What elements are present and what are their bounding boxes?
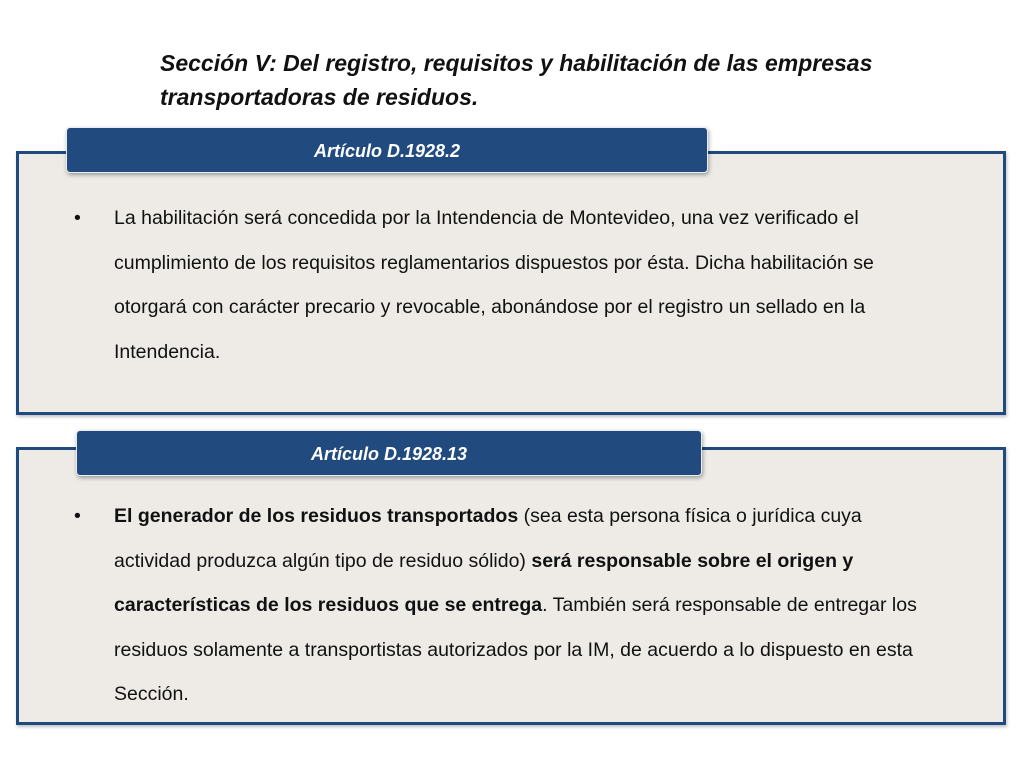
article-text-2 xyxy=(80,494,940,717)
bullet-icon: • xyxy=(74,207,81,229)
text-segment-parenthetical: (sea esta persona física o jurídica cuya actividad produzca algún tipo de residuo sólido) xyxy=(114,505,862,572)
article-body-1 xyxy=(74,196,940,374)
article-heading-1: Artículo D.1928.2 xyxy=(66,127,708,173)
article-text-1: La habilitación será concedida por la Intendencia de Montevideo, una vez verificado el cumplimiento de los requisitos reglamentarios dispuestos por ésta. Dicha habilitación se otorgará con carácter precario y revocable, abonándose por el registro un sellado en la Intendencia. xyxy=(114,207,874,363)
section-title: Sección V: Del registro, requisitos y habilitación de las empresas transportadoras de residuos. xyxy=(160,50,873,110)
text-segment-closing: . También será responsable de entregar los residuos solamente a transportistas autorizados por la IM, de acuerdo a lo dispuesto en esta Sección. xyxy=(114,594,917,706)
bold-segment-generator: El generador de los residuos transportados xyxy=(114,505,519,527)
bold-segment-responsibility: será responsable sobre el origen y características de los residuos que se entrega xyxy=(114,549,854,617)
article-body-2 xyxy=(74,494,940,717)
bullet-icon: • xyxy=(74,505,81,527)
article-heading-2: Artículo D.1928.13 xyxy=(76,430,702,476)
